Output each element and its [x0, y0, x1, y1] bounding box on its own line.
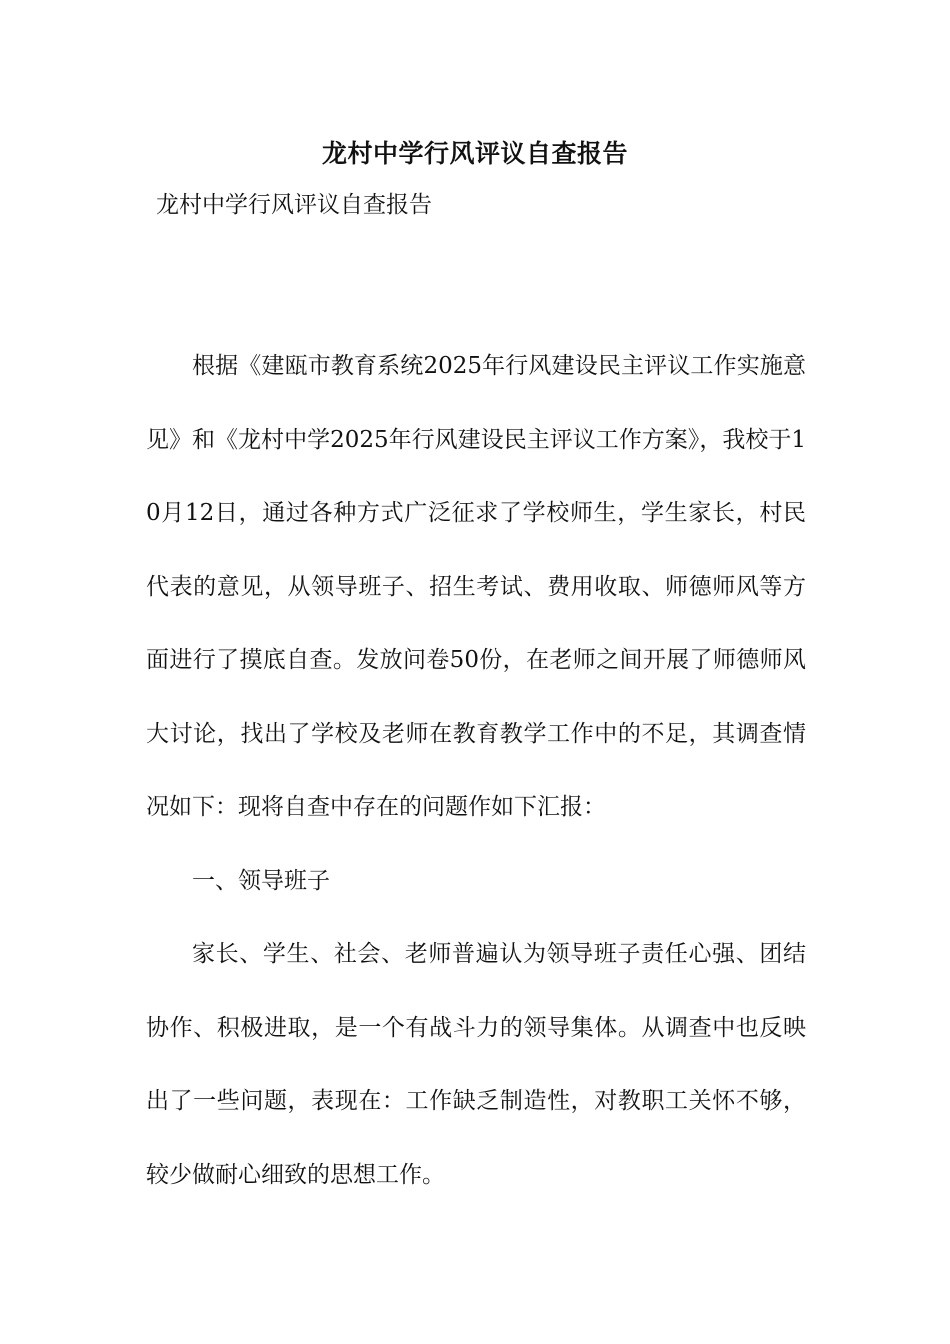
document-subtitle: 龙村中学行风评议自查报告: [156, 192, 432, 218]
section-heading-leadership: 一、领导班子: [192, 867, 330, 894]
paragraph-intro: 根据《建瓯市教育系统2025年行风建设民主评议工作实施意见》和《龙村中学2025年行风建设民主评议工作方案》，我校于10月12日，通过各种方式广泛征求了学校师生，学生家长，村民代表的意见，从领导班子、招生考试、费用收取、师德师风等方面进行了摸底自查。发放问卷50份，在老师之间开展了师德师风大讨论，找出了学校及老师在教育教学工作中的不足，其调查情况如下：现将自查中存在的问题作如下汇报：: [146, 353, 806, 820]
document-body: [146, 330, 806, 1212]
paragraph-leadership: 家长、学生、社会、老师普遍认为领导班子责任心强、团结协作、积极进取，是一个有战斗力的领导集体。从调查中也反映出了一些问题，表现在：工作缺乏制造性，对教职工关怀不够，较少做耐心细致的思想工作。: [146, 941, 806, 1188]
document-title: 龙村中学行风评议自查报告: [321, 139, 628, 168]
